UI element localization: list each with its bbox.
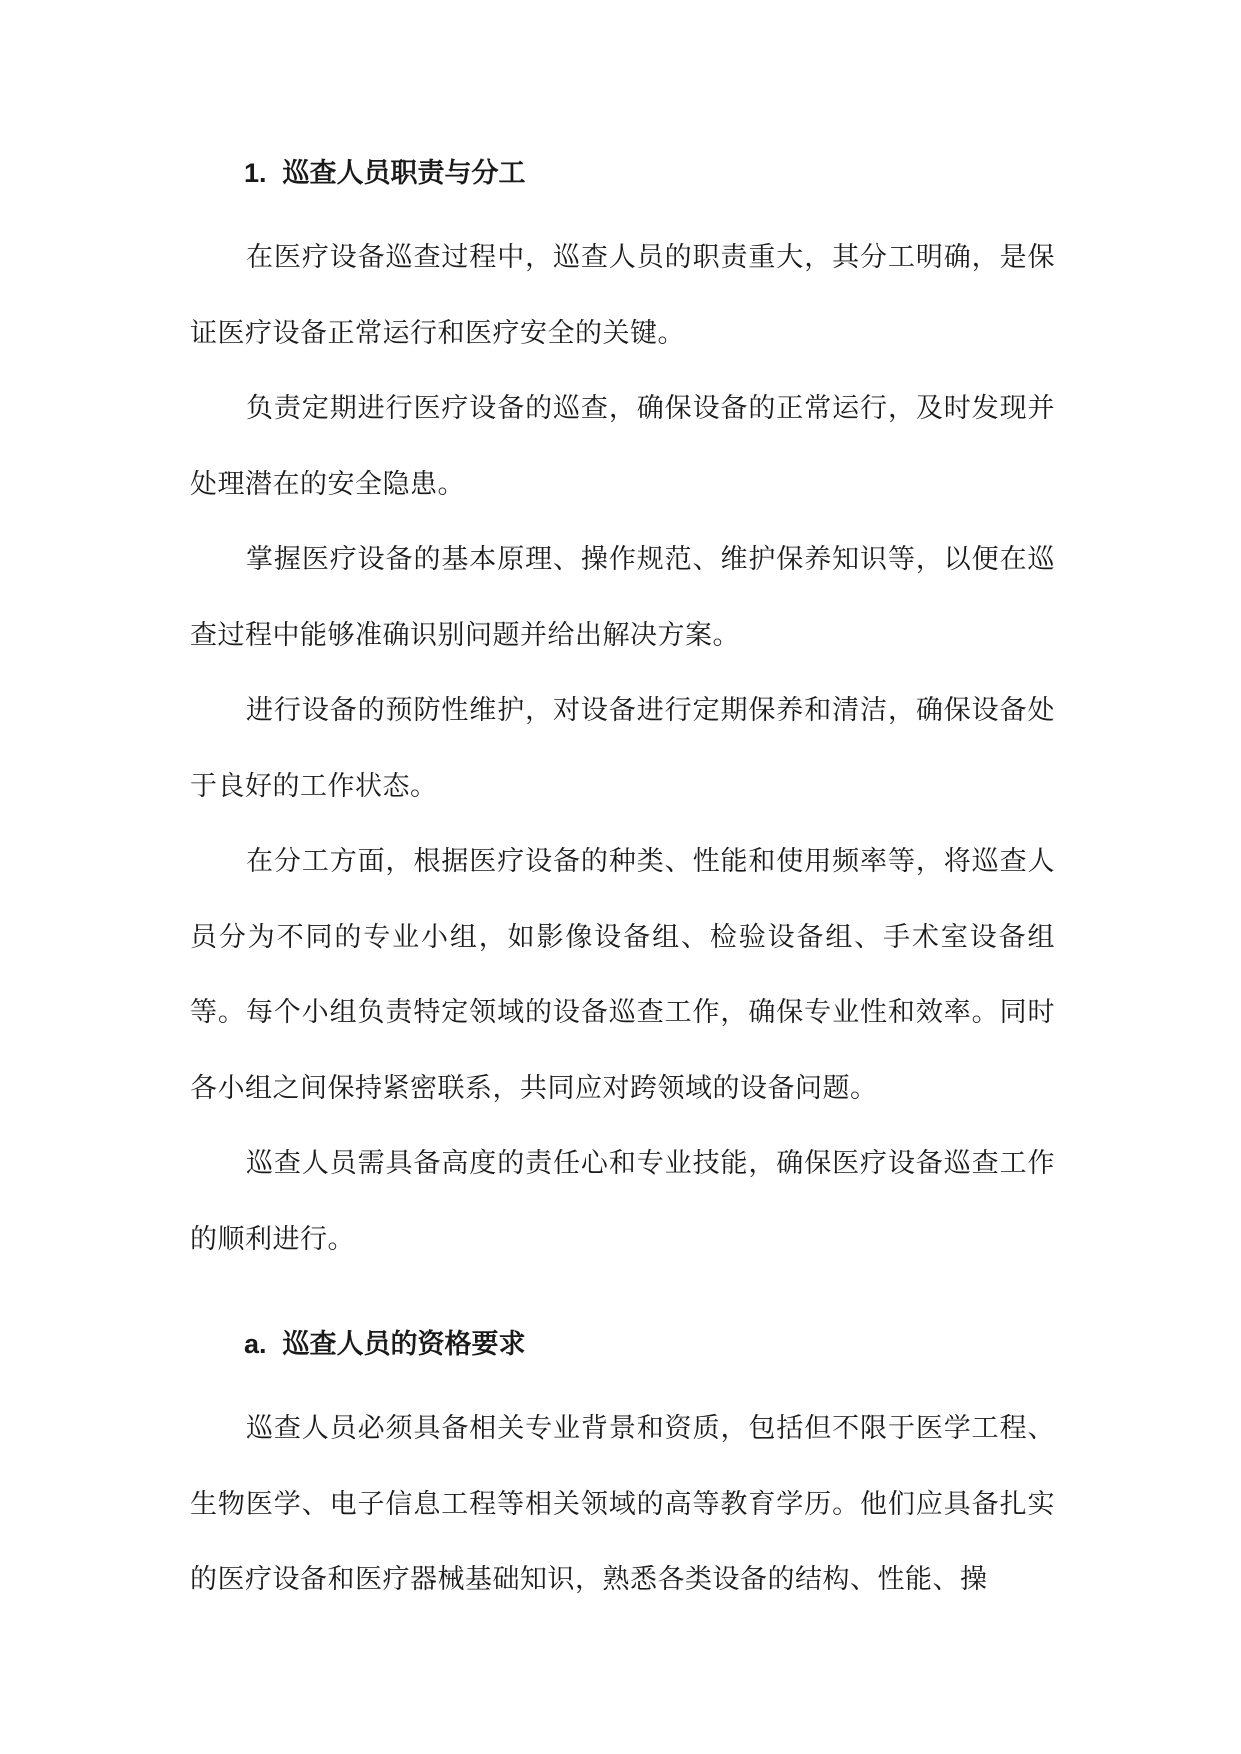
paragraph: 巡查人员必须具备相关专业背景和资质，包括但不限于医学工程、生物医学、电子信息工程等相关领域的高等教育学历。他们应具备扎实的医疗设备和医疗器械基础知识，熟悉各类设备的结构、性能、操: [190, 1413, 1055, 1595]
paragraph: 进行设备的预防性维护，对设备进行定期保养和清洁，确保设备处于良好的工作状态。: [190, 695, 1055, 802]
section-number: 1.: [244, 158, 267, 188]
subsection-number: a.: [244, 1329, 267, 1359]
document-body: [190, 148, 1055, 1618]
paragraph: 在分工方面，根据医疗设备的种类、性能和使用频率等，将巡查人员分为不同的专业小组，如影像设备组、检验设备组、手术室设备组等。每个小组负责特定领域的设备巡查工作，确保专业性和效率。同时各小组之间保持紧密联系，共同应对跨领域的设备问题。: [190, 846, 1055, 1104]
paragraph: 巡查人员需具备高度的责任心和专业技能，确保医疗设备巡查工作的顺利进行。: [190, 1148, 1055, 1255]
paragraph: 负责定期进行医疗设备的巡查，确保设备的正常运行，及时发现并处理潜在的安全隐患。: [190, 393, 1055, 500]
subsection-title: 巡查人员的资格要求: [282, 1329, 526, 1360]
section-heading: [190, 148, 1055, 199]
section-title: 巡查人员职责与分工: [282, 158, 526, 189]
paragraph: 掌握医疗设备的基本原理、操作规范、维护保养知识等，以便在巡查过程中能够准确识别问题并给出解决方案。: [190, 544, 1055, 651]
subsection-heading: [190, 1319, 1055, 1370]
paragraph: 在医疗设备巡查过程中，巡查人员的职责重大，其分工明确，是保证医疗设备正常运行和医疗安全的关键。: [190, 242, 1055, 349]
